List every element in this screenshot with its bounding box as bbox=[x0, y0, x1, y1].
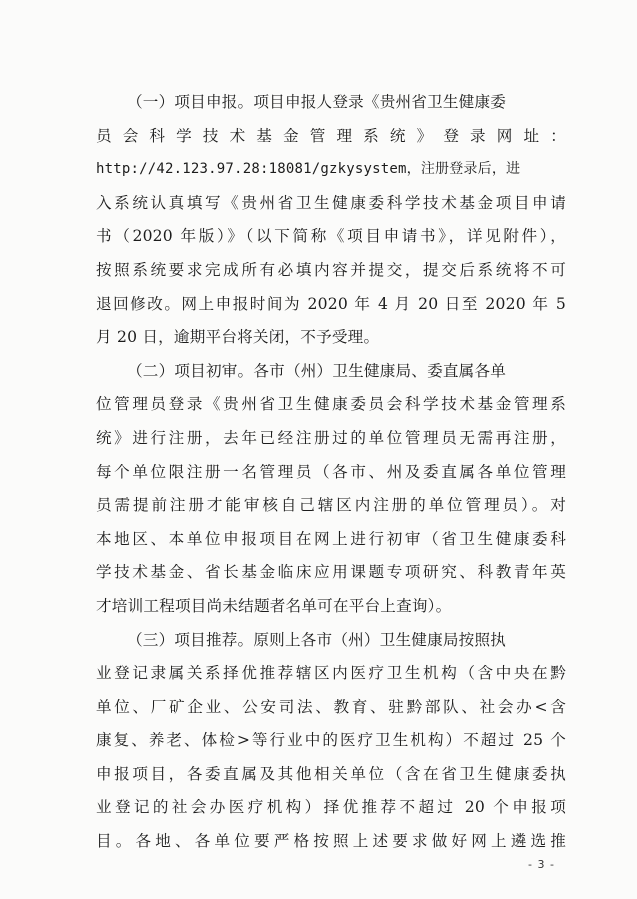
text-line: 学技术基金、省长基金临床应用课题专项研究、科教青年英 bbox=[96, 563, 566, 582]
text-line: 统》进行注册，去年已经注册过的单位管理员无需再注册， bbox=[96, 428, 566, 447]
text-line: 每个单位限注册一名管理员（各市、州及委直属各单位管理 bbox=[96, 462, 566, 481]
text-line: 申报项目，各委直属及其他相关单位（含在省卫生健康委执 bbox=[96, 764, 566, 783]
text-line: 书（2020 年版）》（以下简称《项目申请书》，详见附件）， bbox=[96, 227, 566, 246]
text-line: 位管理员登录《贵州省卫生健康委员会科学技术基金管理系 bbox=[96, 395, 566, 414]
text-line: 康复、养老、体检>等行业中的医疗卫生机构）不超过 25 个 bbox=[96, 731, 566, 750]
text-line: （三）项目推荐。原则上各市（州）卫生健康局按照执 bbox=[127, 630, 507, 649]
text-line: 单位、厂矿企业、公安司法、教育、驻黔部队、社会办<含 bbox=[96, 697, 566, 716]
text-line: 退回修改。网上申报时间为 2020 年 4 月 20 日至 2020 年 5 bbox=[96, 294, 566, 313]
page-number: - 3 - bbox=[528, 858, 555, 871]
text-line: 员需提前注册才能审核自己辖区内注册的单位管理员）。对 bbox=[96, 496, 566, 515]
text-line: 才培训工程项目尚未结题者名单可在平台上查询）。 bbox=[96, 596, 452, 615]
text-line: （二）项目初审。各市（州）卫生健康局、委直属各单 bbox=[127, 361, 507, 380]
text-line: 月 20 日，逾期平台将关闭，不予受理。 bbox=[96, 328, 380, 347]
text-line: 员会科学技术基金管理系统》登录网址： bbox=[96, 126, 566, 145]
text-line: 目。各地、各单位要严格按照上述要求做好网上遴选推 bbox=[96, 832, 566, 851]
body-text bbox=[96, 86, 566, 859]
text-line: 入系统认真填写《贵州省卫生健康委科学技术基金项目申请 bbox=[96, 193, 566, 212]
text-line: 按照系统要求完成所有必填内容并提交，提交后系统将不可 bbox=[96, 260, 566, 279]
text-line: 业登记的社会办医疗机构）择优推荐不超过 20 个申报项 bbox=[96, 798, 566, 817]
text-line: 业登记隶属关系择优推荐辖区内医疗卫生机构（含中央在黔 bbox=[96, 664, 566, 683]
text-line: http://42.123.97.28:18081/gzkysystem，注册登录后，进 bbox=[96, 161, 521, 178]
text-line: 本地区、本单位申报项目在网上进行初审（省卫生健康委科 bbox=[96, 529, 566, 548]
text-line: （一）项目申报。项目申报人登录《贵州省卫生健康委 bbox=[127, 93, 507, 111]
